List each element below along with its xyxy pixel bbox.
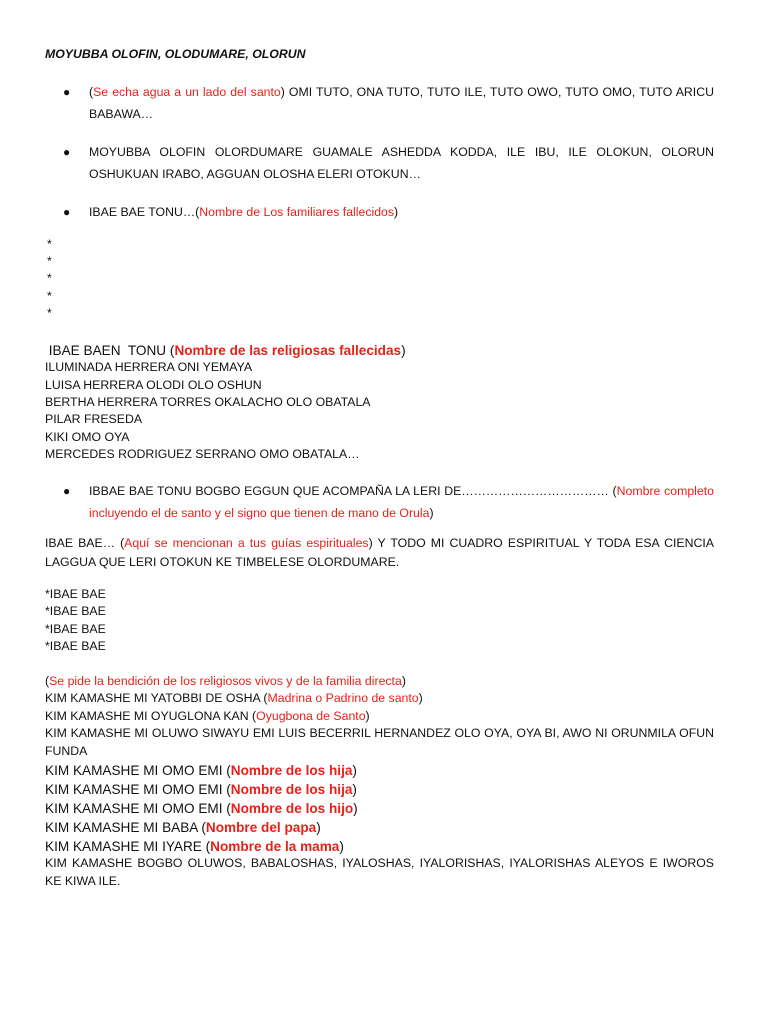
paren-close: )	[352, 763, 357, 778]
instruction-note: Aquí se mencionan a tus guías espirituales	[124, 536, 369, 550]
bullet-item-1	[45, 81, 714, 125]
paren-close: )	[401, 343, 406, 358]
list-item: BERTHA HERRERA TORRES OKALACHO OLO OBATALA	[45, 395, 371, 409]
document-page	[45, 0, 714, 1024]
star-marker: *	[47, 237, 52, 251]
prayer-text: KIM KAMASHE MI BABA (	[45, 820, 206, 835]
list-item: PILAR FRESEDA	[45, 412, 143, 426]
paren-close: )	[429, 506, 434, 520]
list-item: LUISA HERRERA OLODI OLO OSHUN	[45, 378, 262, 392]
star-marker: *	[47, 271, 52, 285]
star-marker: *	[47, 289, 52, 303]
blessing-line	[45, 799, 714, 818]
blessing-line	[45, 818, 714, 837]
star-marker: *	[47, 254, 52, 268]
blessing-line: KIM KAMASHE BOGBO OLUWOS, BABALOSHAS, IYALOSHAS, IYALORISHAS, IYALORISHAS ALEYOS E IWOROS KE KIWA ILE.	[45, 856, 714, 888]
paren-open: (	[89, 85, 94, 99]
bullet-dot-icon: ●	[63, 205, 71, 219]
blessing-line	[45, 690, 714, 708]
prayer-text: MOYUBBA OLOFIN OLORDUMARE GUAMALE ASHEDDA KODDA, ILE IBU, ILE OLOKUN, OLORUN OSHUKUAN IRABO, AGGUAN OLOSHA ELERI OTOKUN…	[89, 145, 714, 181]
blessing-line	[45, 761, 714, 780]
prayer-text: KIM KAMASHE MI OMO EMI (	[45, 782, 231, 797]
star-marker: *	[47, 306, 52, 320]
instruction-note: Nombre completo	[616, 484, 714, 498]
prayer-text: KIM KAMASHE MI YATOBBI DE OSHA (	[45, 691, 268, 705]
blessing-line	[45, 780, 714, 799]
paren-open: (	[45, 674, 50, 688]
list-item: *IBAE BAE	[45, 639, 106, 653]
bullet-dot-icon: ●	[63, 145, 71, 159]
instruction-note: Nombre de los hija	[230, 763, 353, 778]
blessing-line	[45, 837, 714, 856]
instruction-note: incluyendo el de santo y el signo que tienen de mano de Orula	[89, 506, 430, 520]
bullet-item-2	[45, 141, 714, 185]
instruction-note: Nombre de Los familiares fallecidos	[199, 205, 395, 219]
paren-close: )	[394, 205, 399, 219]
paren-close: )	[401, 674, 406, 688]
bullet-item-4	[45, 480, 714, 524]
list-item: *IBAE BAE	[45, 604, 106, 618]
paren-close: )	[353, 801, 358, 816]
list-item: KIKI OMO OYA	[45, 430, 130, 444]
blessing-line	[45, 708, 714, 726]
paren-close: )	[280, 85, 285, 99]
prayer-text: KIM KAMASHE MI OMO EMI (	[45, 801, 231, 816]
paren-close: )	[339, 839, 344, 854]
list-item: *IBAE BAE	[45, 587, 106, 601]
bullet-item-3	[45, 201, 714, 223]
list-item: ILUMINADA HERRERA ONI YEMAYA	[45, 360, 253, 374]
paragraph	[45, 534, 714, 571]
prayer-text: KIM KAMASHE MI OMO EMI (	[45, 763, 231, 778]
document-title: MOYUBBA OLOFIN, OLODUMARE, OLORUN	[45, 47, 306, 61]
instruction-note: Nombre de las religiosas fallecidas	[174, 343, 402, 358]
bullet-dot-icon: ●	[63, 484, 71, 498]
instruction-note: Oyugbona de Santo	[256, 709, 366, 723]
blessing-line: KIM KAMASHE MI OLUWO SIWAYU EMI LUIS BECERRIL HERNANDEZ OLO OYA, OYA BI, AWO NI ORUNMILA OFUN FUNDA	[45, 726, 714, 758]
instruction-note: Nombre de los hija	[230, 782, 353, 797]
list-item: MERCEDES RODRIGUEZ SERRANO OMO OBATALA…	[45, 447, 360, 461]
prayer-text: IBBAE BAE TONU BOGBO EGGUN QUE ACOMPAÑA LA LERI DE……………………………… (	[89, 484, 617, 498]
paren-close: )	[352, 782, 357, 797]
instruction-note: Se pide la bendición de los religiosos vivos y de la familia directa	[49, 674, 402, 688]
prayer-text: KIM KAMASHE MI OYUGLONA KAN (	[45, 709, 257, 723]
heading-text: IBAE BAEN TONU (	[45, 343, 175, 358]
instruction-note: Madrina o Padrino de santo	[267, 691, 419, 705]
paren-close: )	[365, 709, 370, 723]
prayer-text: OMI TUTO, ONA TUTO, TUTO ILE, TUTO OWO, TUTO OMO, TUTO ARICU BABAWA…	[89, 85, 714, 121]
section-heading	[45, 342, 714, 360]
prayer-text: IBAE BAE TONU…(	[89, 205, 200, 219]
paren-close: )	[316, 820, 321, 835]
instruction-note: Nombre de la mama	[210, 839, 340, 854]
bullet-dot-icon: ●	[63, 85, 71, 99]
prayer-text: KIM KAMASHE MI IYARE (	[45, 839, 211, 854]
instruction-note: Nombre de los hijo	[230, 801, 354, 816]
prayer-text: IBAE BAE… (	[45, 536, 125, 550]
prayer-text: ) Y TODO MI CUADRO ESPIRITUAL Y TODA ESA CIENCIA LAGGUA QUE LERI OTOKUN KE TIMBELESE OLORDUMARE.	[45, 536, 714, 569]
section-intro	[45, 673, 714, 691]
list-item: *IBAE BAE	[45, 622, 106, 636]
instruction-note: Nombre del papa	[205, 820, 317, 835]
paren-close: )	[418, 691, 423, 705]
instruction-note: Se echa agua a un lado del santo	[93, 85, 281, 99]
